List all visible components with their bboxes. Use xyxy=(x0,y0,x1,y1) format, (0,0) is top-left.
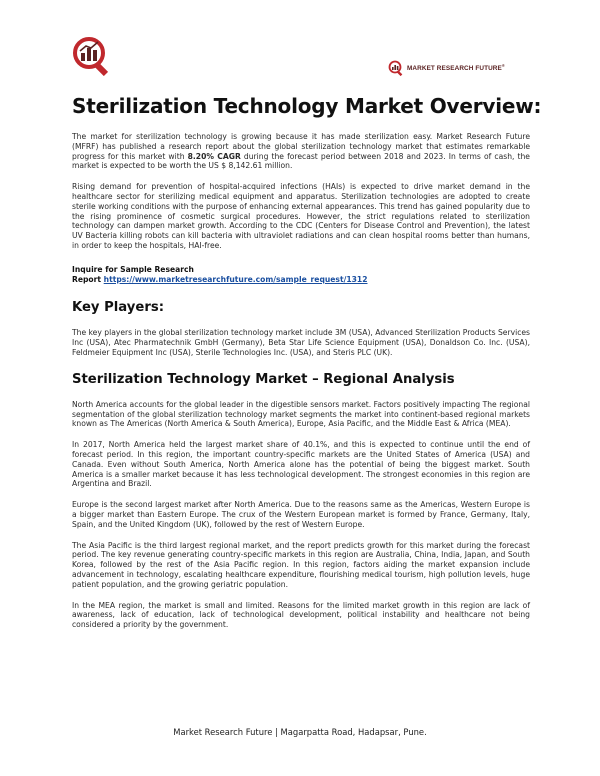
overview-paragraph-1: The market for sterilization technology is growing because it has made sterilization easy. Market Research Future (MFRF) has published a research report about the global sterilization technology market that estimates remarkable progress for this market with 8.20% CAGR during the forecast period between 2018 and 2023. In terms of cash, the market is expected to be worth the US $ 8,142.61 million. xyxy=(72,132,530,171)
cagr-highlight: 8.20% CAGR xyxy=(187,151,241,161)
brand-name: MARKET RESEARCH FUTURE® xyxy=(407,63,505,73)
sample-request-link[interactable]: https://www.marketresearchfuture.com/sample_request/1312 xyxy=(103,274,368,284)
inquire-label: Inquire for Sample Research xyxy=(72,264,194,274)
regional-paragraph-1: North America accounts for the global leader in the digestible sensors market. Factors positively impacting The regional segmentation of the global sterilization technology market segments the market into continent-based regional markets known as The Americas (North America & South America), Europe, Asia Pacific, and the Middle East & Africa (MEA). xyxy=(72,399,530,429)
mrf-logo-icon xyxy=(72,36,112,76)
page-title: Sterilization Technology Market Overview: xyxy=(72,94,542,118)
regional-paragraph-5: In the MEA region, the market is small and limited. Reasons for the limited market growth in this region are lack of awareness, lack of education, lack of technological development, political instability and healthcare not being considered a priority by the government. xyxy=(72,600,530,630)
overview-paragraph-2: Rising demand for prevention of hospital-acquired infections (HAIs) is expected to drive market demand in the healthcare sector for sterilizing medical equipment and apparatus. Sterilization technologies are adopted to create sterile working conditions with the purpose of enhancing external appearances. This trend has gained popularity due to the rising prominence of cosmetic surgical procedures. However, the strict regulations related to sterilization technology can dampen market growth. According to the CDC (Centers for Disease Control and Prevention), the latest UV Bacteria killing robots can kill bacteria with ultraviolet radiations and can clean hospital rooms better than humans, in order to keep the hospitals, HAI-free. xyxy=(72,182,530,250)
mrf-small-logo-icon xyxy=(388,60,404,76)
inquire-block: Inquire for Sample Research Report https://www.marketresearchfuture.com/sample_request/1312 xyxy=(72,265,530,285)
brand-logo xyxy=(388,60,505,76)
key-players-heading: Key Players: xyxy=(72,300,164,316)
regional-paragraph-2: In 2017, North America held the largest market share of 40.1%, and this is expected to continue until the end of forecast period. In this region, the important country-specific markets are the United States of America (USA) and Canada. Even without South America, North America alone has the potential of being the biggest market. South America is a smaller market because it has less technological development. The strongest economies in this region are Argentina and Brazil. xyxy=(72,440,530,489)
regional-paragraph-4: The Asia Pacific is the third largest regional market, and the report predicts growth for this market during the forecast period. The key revenue generating country-specific markets in this region are Australia, China, India, Japan, and South Korea, followed by the rest of the Asia Pacific region. In this region, factors aiding the market expansion include advancement in technology, escalating healthcare expenditure, flourishing medical tourism, high pollution levels, huge patient population, and the growing geriatric population. xyxy=(72,540,530,589)
document-body xyxy=(72,94,542,641)
page-footer: Market Research Future | Magarpatta Road, Hadapsar, Pune. xyxy=(173,727,427,737)
regional-analysis-heading: Sterilization Technology Market – Regional Analysis xyxy=(72,371,455,387)
key-players-paragraph: The key players in the global sterilization technology market include 3M (USA), Advanced Sterilization Products Services Inc (USA), Atec Pharmatechnik GmbH (Germany), Beta Star Life Science Equipment (USA), Donaldson Co. Inc. (USA), Feldmeier Equipment Inc (USA), Sterile Technologies Inc. (USA), and Steris PLC (UK). xyxy=(72,328,530,357)
regional-paragraph-3: Europe is the second largest market after North America. Due to the reasons same as the Americas, Western Europe is a bigger market than Eastern Europe. The crux of the Western European market is formed by France, Germany, Italy, Spain, and the United Kingdom (UK), followed by the rest of Western Europe. xyxy=(72,500,530,529)
